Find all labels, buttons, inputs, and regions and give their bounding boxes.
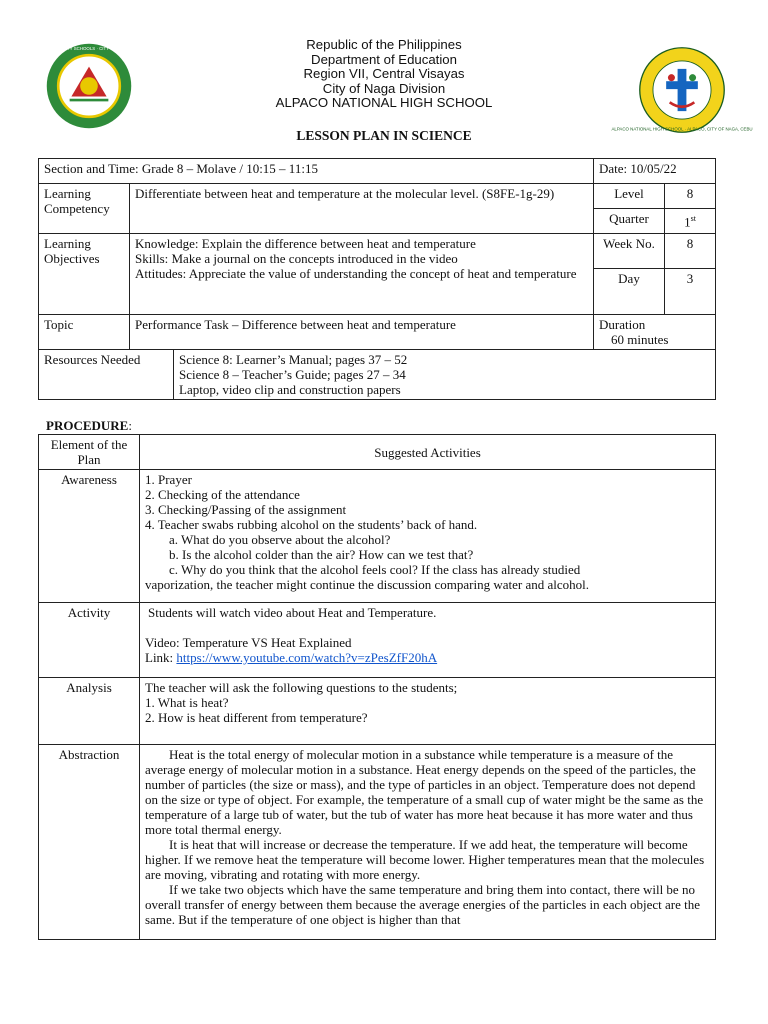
objectives-label: Learning Objectives bbox=[39, 234, 130, 315]
procedure-heading bbox=[46, 418, 132, 434]
activity-cell bbox=[140, 603, 716, 678]
header-school: ALPACO NATIONAL HIGH SCHOOL bbox=[275, 95, 493, 111]
awareness-question: a. What do you observe about the alcohol? bbox=[169, 532, 391, 547]
competency-text: Differentiate between heat and temperature at the molecular level. (S8FE-1g-29) bbox=[130, 184, 594, 234]
activity-label: Activity bbox=[39, 603, 140, 678]
awareness-cell bbox=[140, 470, 716, 603]
awareness-item: 1. Prayer bbox=[145, 472, 192, 487]
topic-label: Topic bbox=[39, 315, 130, 350]
analysis-intro: The teacher will ask the following questions to the students; bbox=[145, 680, 458, 695]
section-time-cell: Section and Time: Grade 8 – Molave / 10:15 – 11:15 bbox=[39, 159, 594, 184]
resource-teachers-guide: Science 8 – Teacher’s Guide; pages 27 – 34 bbox=[179, 367, 406, 382]
analysis-label: Analysis bbox=[39, 678, 140, 745]
abstraction-paragraph: It is heat that will increase or decrease the temperature. If we add heat, the temperature will become higher. If we remove heat the temperature will become lower. Higher temperatures mean that the molecules are moving, vibrating and rotating with more energy. bbox=[145, 837, 705, 882]
procedure-table bbox=[38, 434, 716, 940]
objectives-cell bbox=[130, 234, 594, 315]
analysis-question: 1. What is heat? bbox=[145, 695, 229, 710]
resource-learners-manual: Science 8: Learner’s Manual; pages 37 – 52 bbox=[179, 352, 408, 367]
header-region: Region VII, Central Visayas bbox=[303, 66, 465, 82]
school-seal-logo bbox=[611, 46, 753, 134]
lesson-plan-title: LESSON PLAN IN SCIENCE bbox=[296, 128, 472, 143]
awareness-item: 3. Checking/Passing of the assignment bbox=[145, 502, 347, 517]
awareness-question: c. Why do you think that the alcohol feels cool? If the class has already studied bbox=[169, 562, 581, 577]
week-value: 8 bbox=[665, 234, 716, 269]
resource-materials: Laptop, video clip and construction papers bbox=[179, 382, 401, 397]
duration-cell bbox=[594, 315, 716, 350]
lesson-info-table bbox=[38, 158, 716, 400]
procedure-colon: : bbox=[128, 418, 132, 433]
header-republic: Republic of the Philippines bbox=[306, 37, 462, 52]
duration-value: 60 minutes bbox=[611, 332, 669, 347]
quarter-suffix: st bbox=[690, 214, 696, 223]
procedure-label: PROCEDURE bbox=[46, 418, 129, 433]
topic-text: Performance Task – Difference between heat and temperature bbox=[130, 315, 594, 350]
division-seal-text: DIVISION OF CITY SCHOOLS · CITY OF NAGA CEBU bbox=[34, 45, 144, 51]
activity-video-title: Video: Temperature VS Heat Explained bbox=[145, 635, 352, 650]
awareness-item: 2. Checking of the attendance bbox=[145, 487, 300, 502]
awareness-label: Awareness bbox=[39, 470, 140, 603]
quarter-number: 1 bbox=[684, 214, 691, 230]
activity-instruction: Students will watch video about Heat and Temperature. bbox=[148, 605, 437, 620]
level-value: 8 bbox=[665, 184, 716, 209]
quarter-label: Quarter bbox=[594, 209, 665, 234]
abstraction-label: Abstraction bbox=[39, 745, 140, 940]
resources-label: Resources Needed bbox=[39, 350, 174, 399]
analysis-cell bbox=[140, 678, 716, 745]
resources-list bbox=[174, 350, 716, 399]
activity-link-label: Link: bbox=[145, 650, 177, 665]
date-cell: Date: 10/05/22 bbox=[594, 159, 716, 184]
col-activities-header: Suggested Activities bbox=[140, 435, 716, 470]
level-label: Level bbox=[594, 184, 665, 209]
header-department: Department of Education bbox=[311, 51, 457, 67]
resources-table bbox=[39, 350, 715, 399]
objective-knowledge: Knowledge: Explain the difference between heat and temperature bbox=[135, 236, 476, 251]
week-label: Week No. bbox=[594, 234, 665, 269]
resources-row bbox=[39, 350, 716, 400]
quarter-value bbox=[665, 209, 716, 234]
analysis-question: 2. How is heat different from temperature? bbox=[145, 710, 368, 725]
day-label: Day bbox=[594, 269, 665, 315]
objective-skills: Skills: Make a journal on the concepts introduced in the video bbox=[135, 251, 458, 266]
abstraction-paragraph: If we take two objects which have the same temperature and bring them into contact, there will be no overall transfer of energy between them because the average energies of the particles in each object are the same. But if the temperature of one object is higher than that bbox=[145, 882, 700, 927]
objective-attitudes: Attitudes: Appreciate the value of understanding the concept of heat and temperature bbox=[135, 266, 577, 281]
awareness-question-tail: vaporization, the teacher might continue the discussion comparing water and alcohol. bbox=[145, 577, 590, 592]
abstraction-cell bbox=[140, 745, 716, 940]
competency-label: Learning Competency bbox=[39, 184, 130, 234]
youtube-link[interactable]: https://www.youtube.com/watch?v=zPesZfF20hA bbox=[176, 650, 438, 665]
school-seal-text: ALPACO NATIONAL HIGH SCHOOL · ALPACO, CITY OF NAGA, CEBU bbox=[611, 126, 753, 132]
awareness-item: 4. Teacher swabs rubbing alcohol on the students’ back of hand. bbox=[145, 517, 478, 532]
col-element-header: Element of the Plan bbox=[39, 435, 140, 470]
day-value: 3 bbox=[665, 269, 716, 315]
division-seal-logo bbox=[34, 42, 144, 130]
duration-label: Duration bbox=[599, 317, 646, 332]
abstraction-paragraph: Heat is the total energy of molecular motion in a substance while temperature is a measure of the average energy of molecular motion in a substance. Heat energy depends on the speed of the particles, the number of particles (the size or mass), and the type of particles in an object. Temperature does not depend on the size or type of object. For example, the temperature of a small cup of water might be the same as the temperature of a large tub of water, but the tub of water has more heat because it has more water and thus more total thermal energy. bbox=[145, 747, 704, 837]
header-division: City of Naga Division bbox=[322, 80, 446, 96]
awareness-question: b. Is the alcohol colder than the air? How can we test that? bbox=[169, 547, 474, 562]
activity-link-line bbox=[145, 650, 710, 665]
